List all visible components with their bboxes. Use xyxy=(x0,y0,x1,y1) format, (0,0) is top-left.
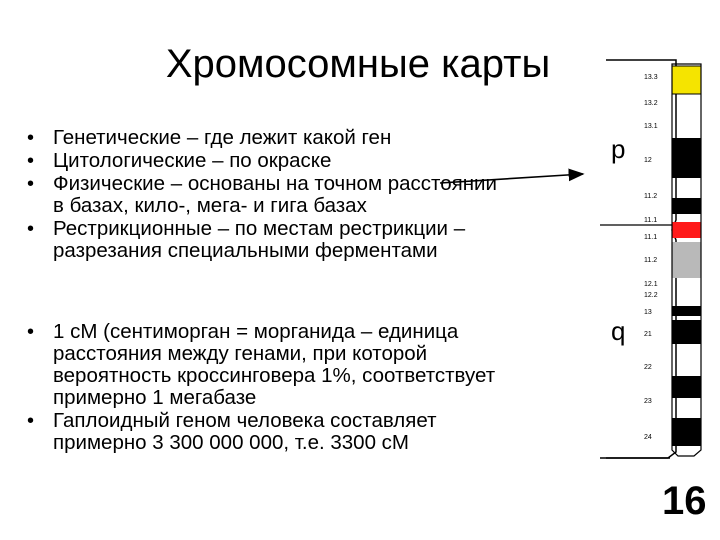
band-label: 13.1 xyxy=(644,123,658,130)
band-label: 11.2 xyxy=(644,257,658,264)
bullet-text: 1 сМ (сентиморган = морганида – единица расстояния между генами, при которой вероятность кроссинговера 1%, соответствует примерно 1 мегабазе xyxy=(53,320,496,409)
band-label: 24 xyxy=(644,434,652,441)
band-label: 13.3 xyxy=(644,74,658,81)
band-label: 13.2 xyxy=(644,100,658,107)
band-label: 23 xyxy=(644,398,652,405)
bullet-icon: • xyxy=(27,218,35,240)
band-12-dark xyxy=(672,138,701,178)
band-label: 11.1 xyxy=(644,234,658,241)
band-21-dark xyxy=(672,320,701,344)
arm-label-q: q xyxy=(611,316,626,346)
band-label: 11.2 xyxy=(644,193,658,200)
bullet-text: Генетические – где лежит какой ген xyxy=(53,126,392,149)
band-label: 12 xyxy=(644,157,652,164)
band-label: 11.1 xyxy=(644,217,658,224)
bullet-text: Цитологические – по окраске xyxy=(53,149,332,172)
bullet-icon: • xyxy=(27,410,35,432)
band-13-dark xyxy=(672,306,701,316)
bullet-text: Физические – основаны на точном расстоянии в базах, кило-, мега- и гига базах xyxy=(53,172,497,217)
chromosome-number: 16 xyxy=(662,479,707,523)
band-label: 22 xyxy=(644,364,652,371)
band-label: 21 xyxy=(644,331,652,338)
arm-label-p: p xyxy=(611,134,626,164)
band-13-3-highlight xyxy=(672,66,701,94)
band-label: 13 xyxy=(644,309,652,316)
bullet-text: Гаплоидный геном человека составляет примерно 3 300 000 000, т.е. 3300 сМ xyxy=(53,409,437,454)
bullet-icon: • xyxy=(27,150,35,172)
bullet-icon: • xyxy=(27,321,35,343)
arrow-line xyxy=(440,174,583,183)
chromosome-outline xyxy=(606,60,676,458)
band-24-dark xyxy=(672,418,701,446)
slide-title: Хромосомные карты xyxy=(165,42,551,86)
chromosome-16-ideogram xyxy=(598,58,720,540)
band-label: 12.1 xyxy=(644,281,658,288)
band-22-dark xyxy=(672,376,701,398)
bullet-icon: • xyxy=(27,127,35,149)
band-heterochromatin xyxy=(672,242,701,278)
band-label: 12.2 xyxy=(644,292,658,299)
bullet-icon: • xyxy=(27,173,35,195)
band-11-2-dark xyxy=(672,198,701,214)
centromere-band xyxy=(672,222,701,238)
bullet-text: Рестрикционные – по местам рестрикции – разрезания специальными ферментами xyxy=(53,217,466,262)
